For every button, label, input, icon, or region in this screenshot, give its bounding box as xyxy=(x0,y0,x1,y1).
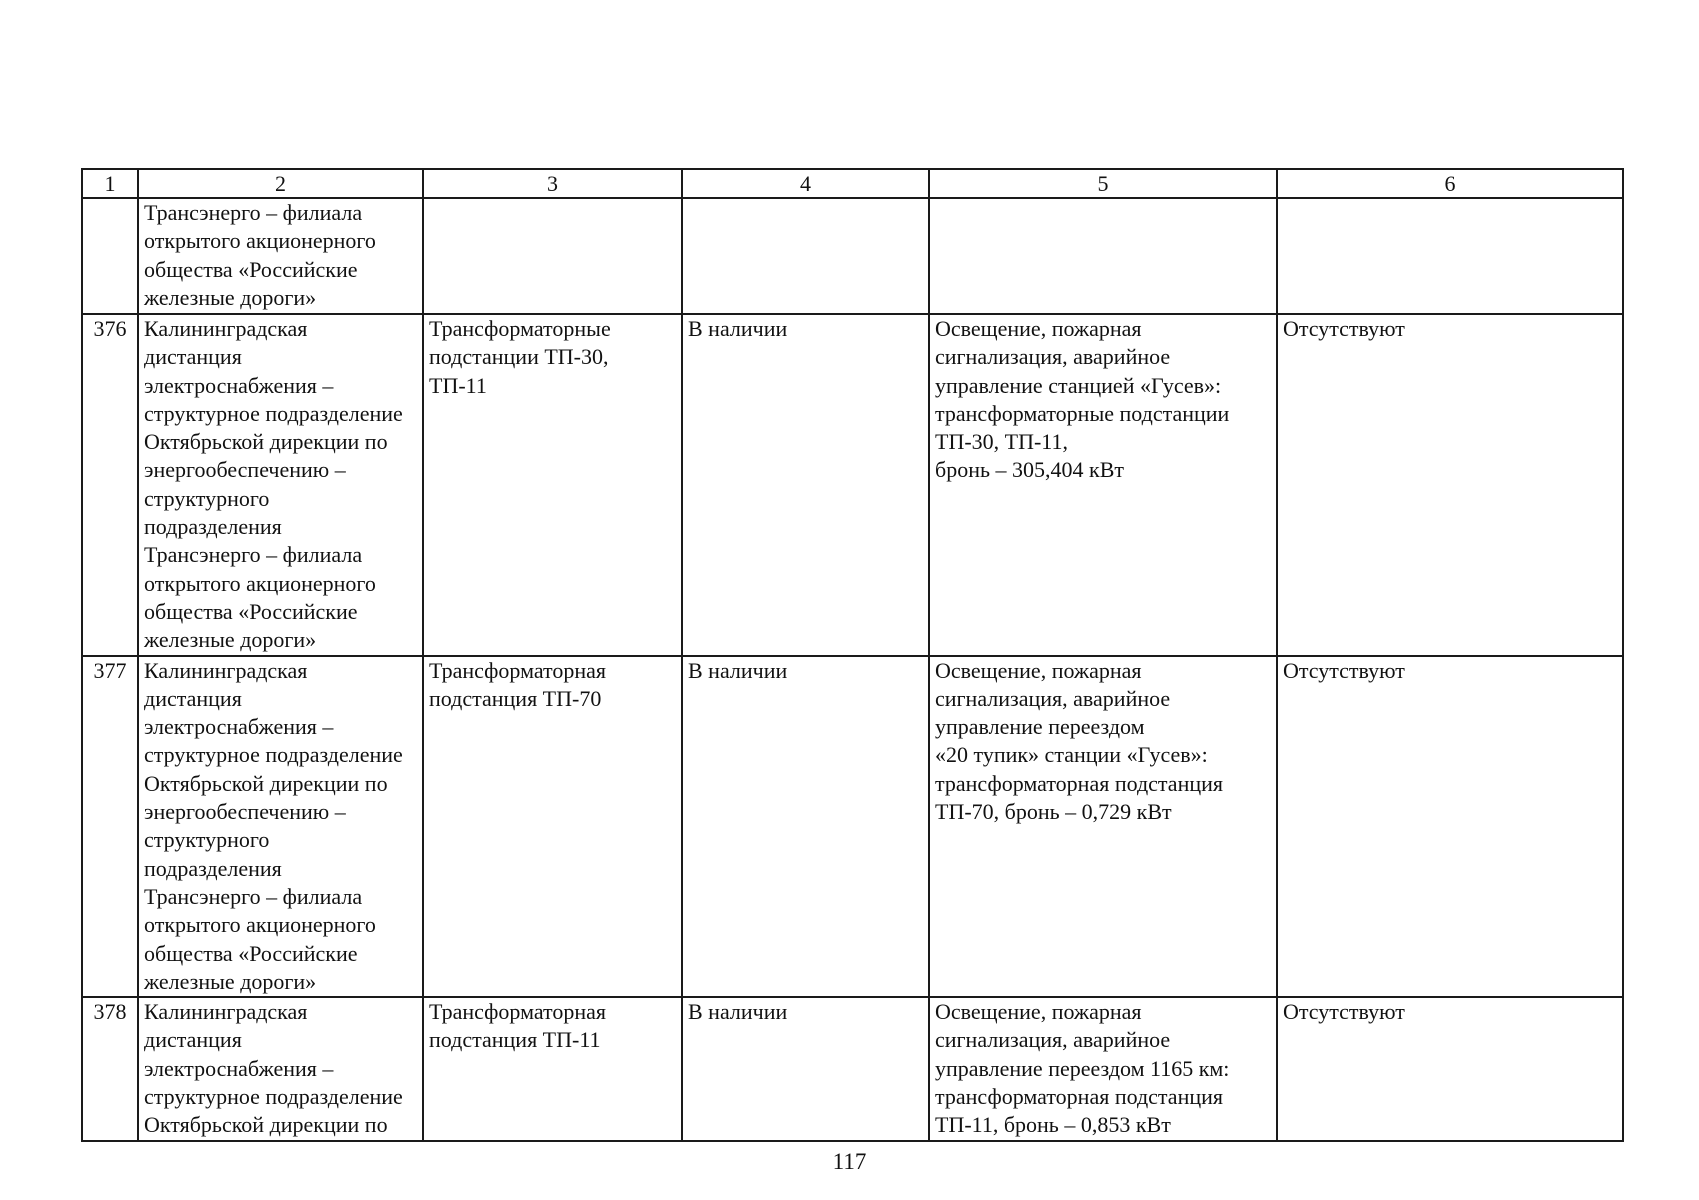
text-line: Трансформаторные xyxy=(429,316,611,341)
text-line: В наличии xyxy=(688,999,788,1025)
cell-description xyxy=(929,198,1277,314)
cell-remarks xyxy=(1277,656,1623,998)
text-line: структурное подразделение xyxy=(144,1084,403,1110)
cell-remarks xyxy=(1277,198,1623,314)
text-line: сигнализация, аварийное xyxy=(935,344,1171,370)
cell-remarks xyxy=(1277,314,1623,656)
cell-description xyxy=(929,314,1277,656)
text-line: Освещение, пожарная xyxy=(935,316,1142,341)
column-header-5: 5 xyxy=(929,169,1277,198)
text-line: Отсутствуют xyxy=(1283,657,1405,683)
data-table xyxy=(81,168,1624,1142)
text-line: Отсутствуют xyxy=(1283,316,1405,341)
text-line: Октябрьской дирекции по xyxy=(144,429,388,455)
text-line: подстанция ТП-70 xyxy=(429,685,602,711)
text-line: управление переездом xyxy=(935,714,1145,740)
text-line: трансформаторная подстанция xyxy=(935,1084,1224,1110)
cell-num xyxy=(82,198,138,314)
text-line: управление переездом 1165 км: xyxy=(935,1055,1230,1081)
text-line: трансформаторные подстанции xyxy=(935,400,1230,426)
text-line: Трансэнерго – филиала xyxy=(144,200,363,225)
cell-facility xyxy=(423,997,682,1140)
text-line: «20 тупик» станции «Гусев»: xyxy=(935,742,1208,768)
table-row-continuation xyxy=(82,198,1623,314)
text-line: структурного xyxy=(144,827,270,853)
text-line: В наличии xyxy=(688,657,788,683)
text-line: ТП-30, ТП-11, xyxy=(935,429,1068,455)
text-line: Отсутствуют xyxy=(1283,999,1405,1025)
text-line: Трансформаторная xyxy=(429,657,607,683)
text-line: подразделения xyxy=(144,514,282,540)
table-row xyxy=(82,314,1623,656)
text-line: ТП-11, бронь – 0,853 кВт xyxy=(935,1112,1171,1138)
cell-num: 377 xyxy=(82,656,138,998)
cell-description xyxy=(929,656,1277,998)
table-row xyxy=(82,656,1623,998)
text-line: Освещение, пожарная xyxy=(935,657,1142,683)
text-line: общества «Российские xyxy=(144,598,358,624)
column-header-6: 6 xyxy=(1277,169,1623,198)
text-line: Трансформаторная xyxy=(429,999,607,1025)
text-line: открытого акционерного xyxy=(144,570,376,596)
text-line: Трансэнерго – филиала xyxy=(144,542,363,568)
cell-facility xyxy=(423,656,682,998)
cell-organization xyxy=(138,997,423,1140)
cell-num: 378 xyxy=(82,997,138,1140)
text-line: Калининградская xyxy=(144,657,308,683)
text-line: электроснабжения – xyxy=(144,372,334,398)
text-line: Октябрьской дирекции по xyxy=(144,1112,388,1138)
column-header-2: 2 xyxy=(138,169,423,198)
text-line: Освещение, пожарная xyxy=(935,999,1142,1025)
text-line: Трансэнерго – филиала xyxy=(144,883,363,909)
text-line: общества «Российские xyxy=(144,256,358,282)
text-line: подразделения xyxy=(144,855,282,881)
text-line: железные дороги» xyxy=(144,968,317,994)
cell-availability xyxy=(682,997,929,1140)
text-line: управление станцией «Гусев»: xyxy=(935,372,1222,398)
text-line: железные дороги» xyxy=(144,627,317,653)
text-line: энергообеспечению – xyxy=(144,457,346,483)
cell-description xyxy=(929,997,1277,1140)
text-line: электроснабжения – xyxy=(144,1055,334,1081)
text-line: структурное подразделение xyxy=(144,400,403,426)
text-line: дистанция xyxy=(144,344,242,370)
cell-organization xyxy=(138,656,423,998)
cell-availability xyxy=(682,198,929,314)
cell-organization xyxy=(138,198,423,314)
cell-availability xyxy=(682,314,929,656)
text-line: трансформаторная подстанция xyxy=(935,770,1224,796)
header-row xyxy=(82,169,1623,198)
text-line: дистанция xyxy=(144,1027,242,1053)
cell-availability xyxy=(682,656,929,998)
text-line: ТП-11 xyxy=(429,372,487,398)
page-number: 117 xyxy=(832,1149,867,1174)
text-line: подстанции ТП-30, xyxy=(429,344,609,370)
text-line: сигнализация, аварийное xyxy=(935,685,1171,711)
table-row xyxy=(82,997,1623,1140)
text-line: общества «Российские xyxy=(144,940,358,966)
text-line: бронь – 305,404 кВт xyxy=(935,457,1124,483)
cell-facility xyxy=(423,198,682,314)
text-line: Калининградская xyxy=(144,999,308,1025)
text-line: структурного xyxy=(144,485,270,511)
text-line: энергообеспечению – xyxy=(144,799,346,825)
text-line: сигнализация, аварийное xyxy=(935,1027,1171,1053)
text-line: подстанция ТП-11 xyxy=(429,1027,601,1053)
column-header-4: 4 xyxy=(682,169,929,198)
text-line: В наличии xyxy=(688,316,788,341)
text-line: структурное подразделение xyxy=(144,742,403,768)
text-line: открытого акционерного xyxy=(144,228,376,254)
text-line: ТП-70, бронь – 0,729 кВт xyxy=(935,799,1172,825)
text-line: железные дороги» xyxy=(144,284,317,310)
cell-num: 376 xyxy=(82,314,138,656)
column-header-1: 1 xyxy=(82,169,138,198)
text-line: электроснабжения – xyxy=(144,714,334,740)
column-header-3: 3 xyxy=(423,169,682,198)
cell-remarks xyxy=(1277,997,1623,1140)
cell-facility xyxy=(423,314,682,656)
text-line: открытого акционерного xyxy=(144,912,376,938)
text-line: Октябрьской дирекции по xyxy=(144,770,388,796)
text-line: дистанция xyxy=(144,685,242,711)
cell-organization xyxy=(138,314,423,656)
text-line: Калининградская xyxy=(144,316,308,341)
